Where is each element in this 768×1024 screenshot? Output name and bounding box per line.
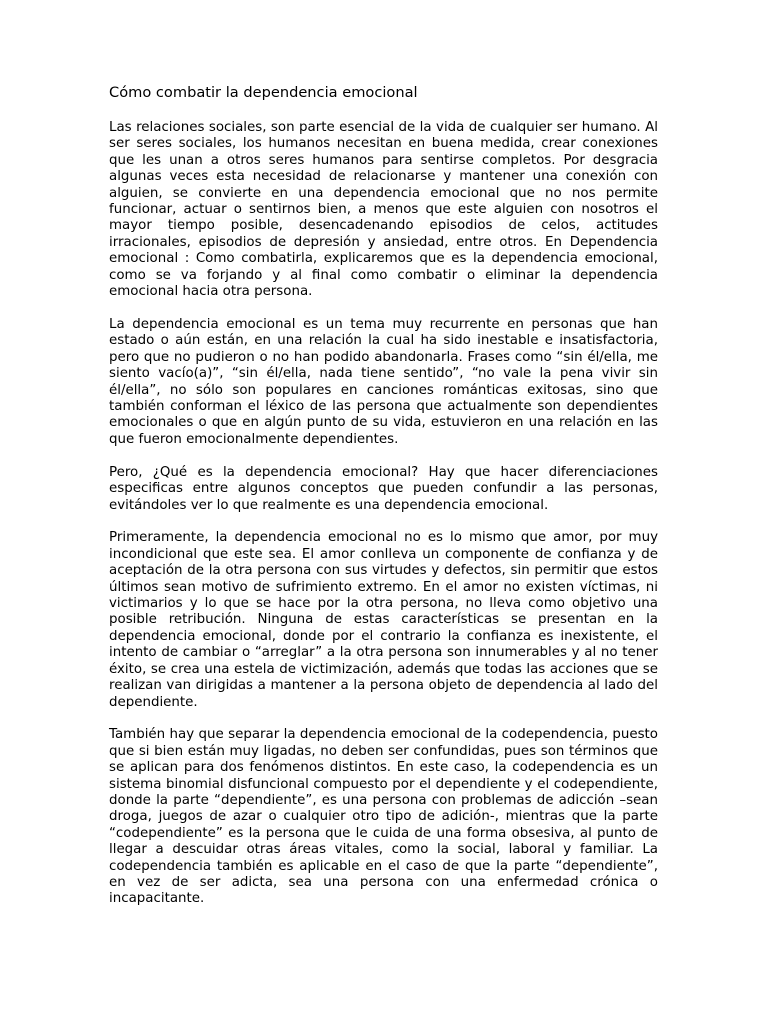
document-page — [109, 83, 658, 924]
paragraph-2: La dependencia emocional es un tema muy recurrente en personas que han estado o aún están, en una relación la cual ha sido inestable e insatisfactoria, pero que no pudieron o no han podido abandonarla. Frases como “sin él/ella, me siento vacío(a)”, “sin él/ella, nada tiene sentido”, “no vale la pena vivir sin él/ella”, no sólo son populares en canciones románticas exitosas, sino que también conforman el léxico de las persona que actualmente son dependientes emocionales o que en algún punto de su vida, estuvieron en una relación en las que fueron emocionalmente dependientes. — [109, 316, 658, 447]
paragraph-5: También hay que separar la dependencia emocional de la codependencia, puesto que si bien están muy ligadas, no deben ser confundidas, pues son términos que se aplican para dos fenómenos distintos. En este caso, la codependencia es un sistema binomial disfuncional compuesto por el dependiente y el codependiente, donde la parte “dependiente”, es una persona con problemas de adicción –sean droga, juegos de azar o cualquier otro tipo de adición-, mientras que la parte “codependiente” es la persona que le cuida de una forma obsesiva, al punto de llegar a descuidar otras áreas vitales, como la social, laboral y familiar. La codependencia también es aplicable en el caso de que la parte “dependiente”, en vez de ser adicta, sea una persona con una enfermedad crónica o incapacitante. — [109, 727, 658, 907]
paragraph-4: Primeramente, la dependencia emocional no es lo mismo que amor, por muy incondicional que este sea. El amor conlleva un componente de confianza y de aceptación de la otra persona con sus virtudes y defectos, sin permitir que estos últimos sean motivo de sufrimiento extremo. En el amor no existen víctimas, ni victimarios y lo que se hace por la otra persona, no lleva como objetivo una posible retribución. Ninguna de estas características se presentan en la dependencia emocional, donde por el contrario la confianza es inexistente, el intento de cambiar o “arreglar” a la otra persona son innumerables y al no tener éxito, se crea una estela de victimización, además que todas las acciones que se realizan van dirigidas a mantener a la persona objeto de dependencia al lado del dependiente. — [109, 530, 658, 710]
paragraph-1: Las relaciones sociales, son parte esencial de la vida de cualquier ser humano. Al ser seres sociales, los humanos necesitan en buena medida, crear conexiones que les unan a otros seres humanos para sentirse completos. Por desgracia algunas veces esta necesidad de relacionarse y mantener una conexión con alguien, se convierte en una dependencia emocional que no nos permite funcionar, actuar o sentirnos bien, a menos que este alguien con nosotros el mayor tiempo posible, desencadenando episodios de celos, actitudes irracionales, episodios de depresión y ansiedad, entre otros. En Dependencia emocional : Como combatirla, explicaremos que es la dependencia emocional, como se va forjando y al final como combatir o eliminar la dependencia emocional hacia otra persona. — [109, 120, 658, 300]
paragraph-3: Pero, ¿Qué es la dependencia emocional? Hay que hacer diferenciaciones especificas entre algunos conceptos que pueden confundir a las personas, evitándoles ver lo que realmente es una dependencia emocional. — [109, 464, 658, 513]
document-title: Cómo combatir la dependencia emocional — [109, 84, 418, 101]
